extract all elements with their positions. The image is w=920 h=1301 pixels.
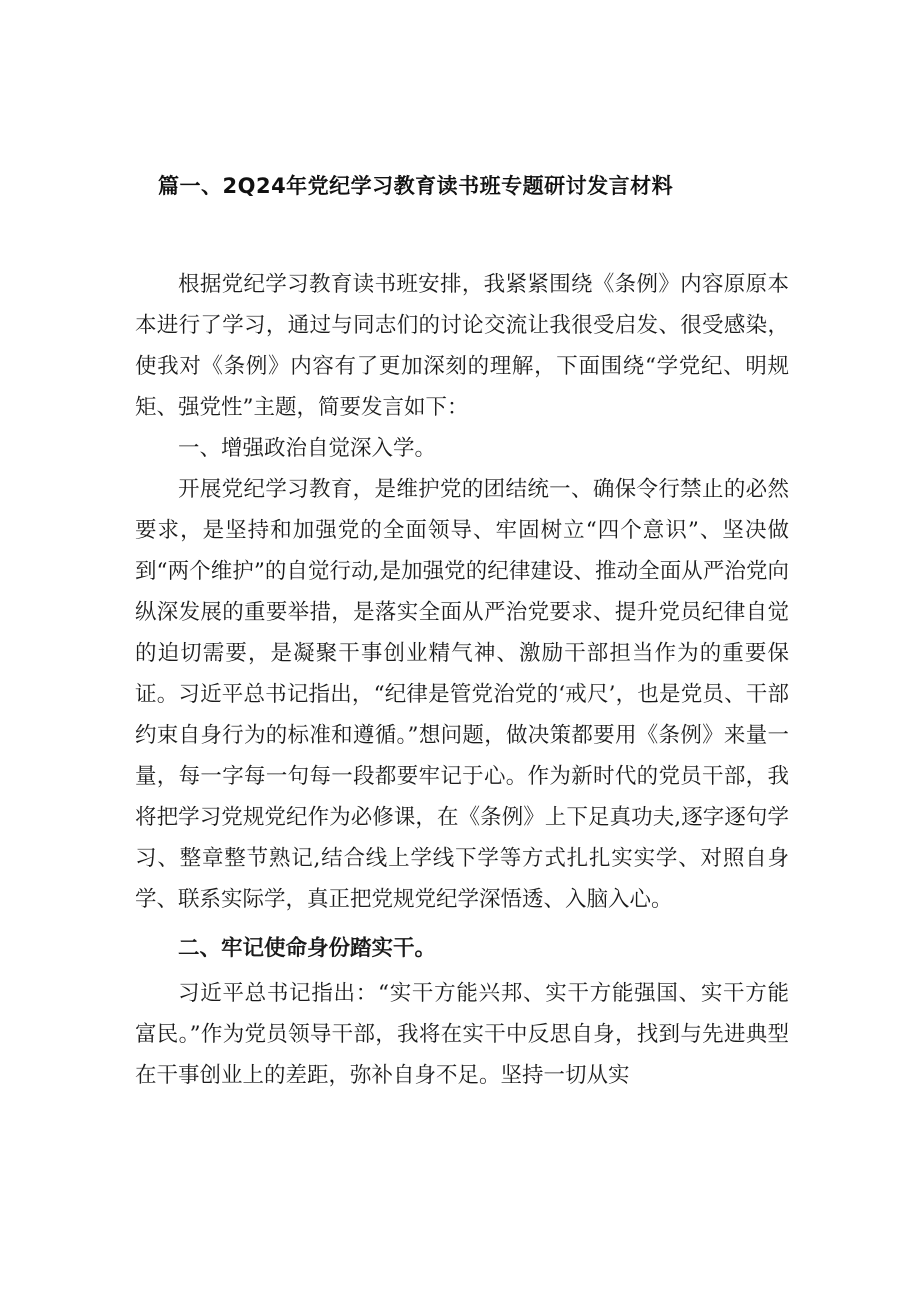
document-title: 篇一、2Q24年党纪学习教育读书班专题研讨发言材料 (158, 174, 674, 198)
paragraph-section-2: 习近平总书记指出：“实干方能兴邦、实干方能强国、实干方能富民。”作为党员领导干部，我将在实干中反思自身，找到与先进典型在干事创业上的差距，弥补自身不足。坚持一切从实 (135, 981, 789, 1088)
paragraph-intro: 根据党纪学习教育读书班安排，我紧紧围绕《条例》内容原原本本进行了学习，通过与同志们的讨论交流让我很受启发、很受感染，使我对《条例》内容有了更加深刻的理解，下面围绕“学党纪、明规矩、强党性”主题，简要发言如下： (135, 272, 789, 420)
paragraph-section-1: 开展党纪学习教育，是维护党的团结统一、确保令行禁止的必然要求，是坚持和加强党的全面领导、牢固树立“四个意识”、坚决做到“两个维护”的自觉行动,是加强党的纪律建设、推动全面从严治党向纵深发展的重要举措，是落实全面从严治党要求、提升党员纪律自觉的迫切需要，是凝聚干事创业精气神、激励干部担当作为的重要保证。习近平总书记指出，“纪律是管党治党的‘戒尺’，也是党员、干部约束自身行为的标准和遵循。”想问题，做决策都要用《条例》来量一量，每一字每一句每一段都要牢记于心。作为新时代的党员干部，我将把学习党规党纪作为必修课，在《条例》上下足真功夫,逐字逐句学习、整章整节熟记,结合线上学线下学等方式扎扎实实学、对照自身学、联系实际学，真正把党规党纪学深悟透、入脑入心。 (135, 477, 789, 912)
section-heading-2: 二、牢记使命身份踏实干。 (178, 936, 437, 961)
section-heading-1: 一、增强政治自觉深入学。 (178, 436, 437, 461)
document-body (135, 264, 789, 1096)
